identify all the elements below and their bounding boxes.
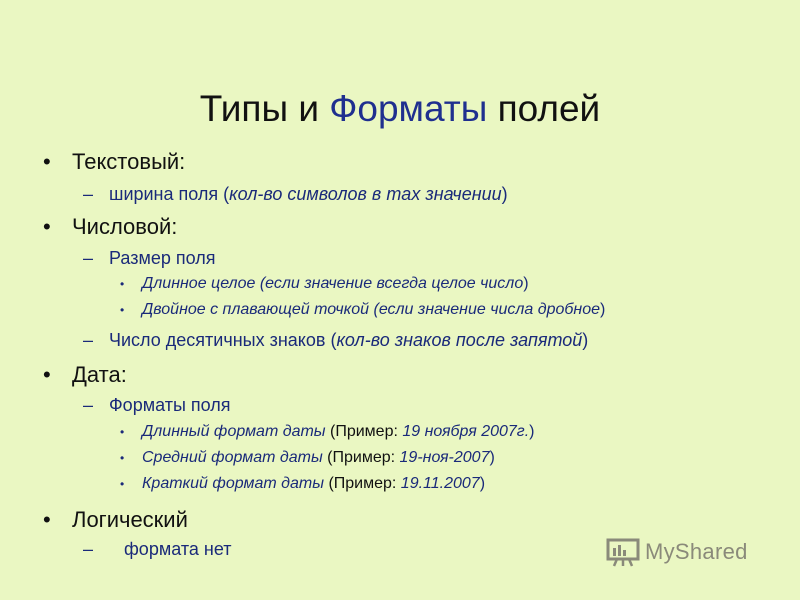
dash-icon: – — [83, 395, 94, 415]
dot-icon: • — [120, 451, 125, 465]
item-logical-type: Логический — [72, 507, 188, 532]
item-number-size: Размер поля — [109, 248, 216, 268]
item-text-width: ширина поля (кол-во символов в max значении) — [109, 184, 508, 204]
watermark-text: MyShared — [645, 539, 748, 564]
item-date-long: Длинный формат даты (Пример: 19 ноября 2007г.) — [142, 423, 535, 440]
item-date-formats: Форматы поля — [109, 395, 231, 415]
watermark — [606, 537, 748, 567]
item-text-type: Текстовый: — [72, 149, 186, 174]
dot-icon: • — [120, 277, 125, 291]
dash-icon: – — [83, 330, 94, 350]
presentation-screen-icon — [606, 537, 640, 567]
item-number-type: Числовой: — [72, 214, 178, 239]
dash-icon: – — [83, 184, 94, 204]
item-date-type: Дата: — [72, 362, 127, 387]
bullet-icon: • — [43, 362, 51, 387]
item-number-long: Длинное целое (если значение всегда целое число) — [142, 275, 529, 292]
item-number-decimals: Число десятичных знаков (кол-во знаков после запятой) — [109, 330, 589, 350]
dot-icon: • — [120, 303, 125, 317]
item-date-medium: Средний формат даты (Пример: 19-ноя-2007) — [142, 449, 495, 466]
bullet-icon: • — [43, 507, 51, 532]
title-part-1: Типы и — [199, 88, 330, 129]
title-accent: Форматы — [329, 88, 488, 129]
item-logical-none: формата нет — [124, 539, 232, 559]
dash-icon: – — [83, 539, 94, 559]
dot-icon: • — [120, 477, 125, 491]
dot-icon: • — [120, 425, 125, 439]
item-number-double: Двойное с плавающей точкой (если значение числа дробное) — [142, 301, 606, 318]
dash-icon: – — [83, 248, 94, 268]
bullet-icon: • — [43, 149, 51, 174]
slide-title — [0, 88, 800, 130]
item-date-short: Краткий формат даты (Пример: 19.11.2007) — [142, 475, 486, 492]
title-part-3: полей — [487, 88, 601, 129]
bullet-icon: • — [43, 214, 51, 239]
